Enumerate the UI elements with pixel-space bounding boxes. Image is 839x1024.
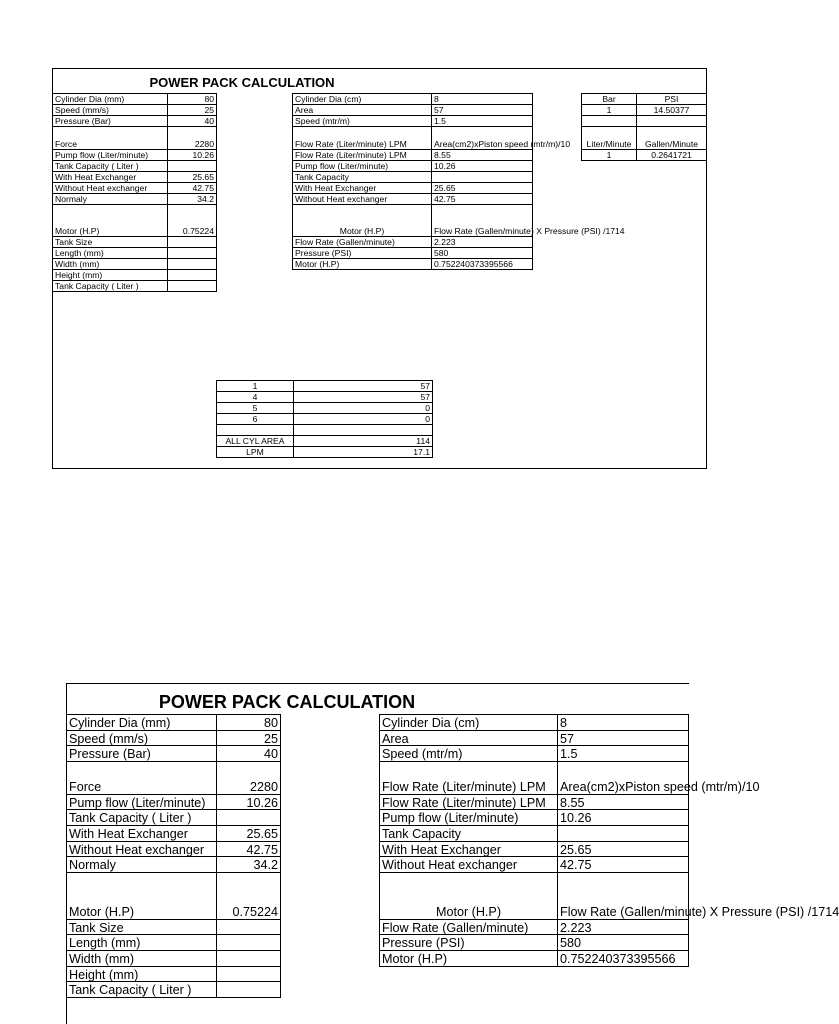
table-cell: 580: [558, 935, 689, 951]
table-cell: Motor (H.P): [293, 205, 432, 237]
table-cell: 0.75224: [217, 872, 281, 919]
table-row: [67, 841, 281, 857]
table-row: [293, 105, 533, 116]
table-cell: ALL CYL AREA: [217, 436, 294, 447]
table-row: [582, 116, 707, 127]
table-cell: 14.50377: [637, 105, 707, 116]
table-cell: 80: [217, 715, 281, 731]
table-cell: Tank Capacity ( Liter ): [53, 281, 168, 292]
table-row: [217, 447, 433, 458]
table-cell: Pump flow (Liter/minute): [380, 810, 558, 826]
table-cell: Cylinder Dia (mm): [53, 94, 168, 105]
table-cell: [217, 919, 281, 935]
table-cell: [582, 116, 637, 127]
table-cell: Area: [380, 730, 558, 746]
table-row: [380, 730, 689, 746]
table-cell: Motor (H.P): [67, 872, 217, 919]
table-row: [53, 127, 217, 150]
table-cell: Flow Rate (Liter/minute) LPM: [380, 761, 558, 794]
table-cell: Height (mm): [67, 966, 217, 982]
table-row: [67, 761, 281, 794]
table-row: [293, 194, 533, 205]
table-cell: 6: [217, 414, 294, 425]
table-cell: 25.65: [432, 183, 533, 194]
table-row: [293, 94, 533, 105]
table-cell: With Heat Exchanger: [380, 841, 558, 857]
table-cell: Speed (mm/s): [53, 105, 168, 116]
table-cell: Without Heat exchanger: [380, 857, 558, 873]
table-cell: Tank Capacity ( Liter ): [67, 982, 217, 998]
table-row: [67, 730, 281, 746]
table-cell: Motor (H.P): [380, 950, 558, 966]
table-cell: Area(cm2)xPiston speed (mtr/m)/10: [432, 127, 533, 150]
table-cell: Pressure (Bar): [67, 746, 217, 762]
table-cell: [168, 237, 217, 248]
table-cell: 25.65: [168, 172, 217, 183]
table-cell: Force: [53, 127, 168, 150]
table-cell: Without Heat exchanger: [53, 183, 168, 194]
table-cell: 0.2641721: [637, 150, 707, 161]
table-cell: 57: [558, 730, 689, 746]
table-cell: 25: [217, 730, 281, 746]
table-cell: Area: [293, 105, 432, 116]
table-cell: [168, 281, 217, 292]
table-cell: 80: [168, 94, 217, 105]
table-row: [293, 205, 533, 237]
table-cell: Without Heat exchanger: [293, 194, 432, 205]
table-cell: 8.55: [432, 150, 533, 161]
table-cell: 40: [168, 116, 217, 127]
table-cell: 25.65: [558, 841, 689, 857]
page-title-zoomed: POWER PACK CALCULATION: [158, 692, 416, 712]
table-row: [293, 183, 533, 194]
table-cell: Normaly: [67, 857, 217, 873]
table-cell: 1: [582, 105, 637, 116]
table-row: [53, 205, 217, 237]
table-row: [53, 161, 217, 172]
table-cell: Width (mm): [53, 259, 168, 270]
table-cell: 1: [217, 381, 294, 392]
table-cell: 1.5: [558, 746, 689, 762]
table-cell: 10.26: [432, 161, 533, 172]
table-row: [582, 150, 707, 161]
table-row: [67, 857, 281, 873]
table-cell: 5: [217, 403, 294, 414]
table-cell: Without Heat exchanger: [67, 841, 217, 857]
table-cell: 25: [168, 105, 217, 116]
table-row: [380, 841, 689, 857]
table-cell: 2.223: [432, 237, 533, 248]
table-row: [217, 381, 433, 392]
table-cell: 8: [558, 715, 689, 731]
table-row: [217, 403, 433, 414]
table-row: [217, 414, 433, 425]
table-row: [53, 237, 217, 248]
table-row: [53, 116, 217, 127]
table-cell: Tank Capacity ( Liter ): [53, 161, 168, 172]
table-row: [293, 116, 533, 127]
table-cell: Pump flow (Liter/minute): [53, 150, 168, 161]
table-cell: 42.75: [432, 194, 533, 205]
table-cell: [432, 172, 533, 183]
table-cell: 4: [217, 392, 294, 403]
table-row: [67, 810, 281, 826]
table-cell: With Heat Exchanger: [293, 183, 432, 194]
table-cell: 0: [294, 403, 433, 414]
table-row: [217, 425, 433, 436]
table-cell: 1.5: [432, 116, 533, 127]
table-cell: [168, 270, 217, 281]
table-cell: 1: [582, 150, 637, 161]
table-row: [380, 715, 689, 731]
table-cell: [217, 966, 281, 982]
table-cell: LPM: [217, 447, 294, 458]
table-cell: Speed (mtr/m): [380, 746, 558, 762]
sheet-frame-bottom-top-border: [66, 683, 689, 684]
table-row: [380, 935, 689, 951]
table-cell: 42.75: [558, 857, 689, 873]
table-row: [582, 94, 707, 105]
table-cell: [558, 825, 689, 841]
table-cell: [217, 425, 294, 436]
table-cell: 10.26: [168, 150, 217, 161]
table-cell: [217, 810, 281, 826]
table-row: [67, 794, 281, 810]
table-cell: 40: [217, 746, 281, 762]
table-row: [293, 237, 533, 248]
table-cell: 57: [432, 105, 533, 116]
table-row: [67, 746, 281, 762]
table-row: [380, 810, 689, 826]
table-cell: Tank Size: [53, 237, 168, 248]
table-cell: Cylinder Dia (cm): [380, 715, 558, 731]
table-cell: 34.2: [168, 194, 217, 205]
table-row: [67, 966, 281, 982]
table-row: [217, 436, 433, 447]
table-cell: Flow Rate (Gallen/minute) X Pressure (PSI) /1714: [432, 205, 533, 237]
left-table: [52, 93, 217, 292]
table-cell: 114: [294, 436, 433, 447]
table-row: [380, 746, 689, 762]
table-cell: Motor (H.P): [293, 259, 432, 270]
table-cell: Flow Rate (Gallen/minute): [293, 237, 432, 248]
table-row: [380, 950, 689, 966]
table-cell: With Heat Exchanger: [53, 172, 168, 183]
table-row: [380, 794, 689, 810]
table-row: [293, 259, 533, 270]
table-cell: 8: [432, 94, 533, 105]
table-cell: Length (mm): [53, 248, 168, 259]
table-row: [67, 825, 281, 841]
table-row: [67, 982, 281, 998]
table-cell: Flow Rate (Liter/minute) LPM: [380, 794, 558, 810]
table-cell: Pressure (PSI): [293, 248, 432, 259]
table-cell: 57: [294, 381, 433, 392]
table-cell: 8.55: [558, 794, 689, 810]
table-cell: Speed (mm/s): [67, 730, 217, 746]
table-row: [67, 919, 281, 935]
table-cell: 10.26: [217, 794, 281, 810]
table-cell: Flow Rate (Gallen/minute): [380, 919, 558, 935]
table-row: [53, 105, 217, 116]
conversion-table: [581, 93, 707, 161]
table-cell: Normaly: [53, 194, 168, 205]
table-row: [67, 950, 281, 966]
table-cell: Tank Size: [67, 919, 217, 935]
table-row: [582, 127, 707, 150]
table-row: [380, 825, 689, 841]
table-cell: Tank Capacity ( Liter ): [67, 810, 217, 826]
middle-table-zoomed: [379, 714, 839, 967]
table-cell: [637, 116, 707, 127]
table-cell: [294, 425, 433, 436]
table-cell: 2.223: [558, 919, 689, 935]
table-cell: Gallen/Minute: [637, 127, 707, 150]
table-cell: Motor (H.P): [380, 872, 558, 919]
table-cell: 57: [294, 392, 433, 403]
table-cell: Flow Rate (Gallen/minute) X Pressure (PSI) /1714: [558, 872, 689, 919]
table-cell: Liter/Minute: [582, 127, 637, 150]
table-cell: [168, 248, 217, 259]
table-cell: 0.752240373395566: [558, 950, 689, 966]
table-cell: Height (mm): [53, 270, 168, 281]
table-row: [53, 183, 217, 194]
table-row: [293, 172, 533, 183]
table-cell: 0.752240373395566: [432, 259, 533, 270]
table-cell: [217, 950, 281, 966]
table-row: [67, 872, 281, 919]
table-row: [380, 857, 689, 873]
table-cell: 42.75: [217, 841, 281, 857]
table-cell: [168, 259, 217, 270]
table-cell: Length (mm): [67, 935, 217, 951]
table-cell: 25.65: [217, 825, 281, 841]
table-cell: 42.75: [168, 183, 217, 194]
table-cell: Motor (H.P): [53, 205, 168, 237]
table-row: [53, 248, 217, 259]
table-row: [53, 172, 217, 183]
table-cell: With Heat Exchanger: [67, 825, 217, 841]
table-cell: Bar: [582, 94, 637, 105]
table-row: [380, 919, 689, 935]
table-cell: 2280: [217, 761, 281, 794]
table-cell: 0: [294, 414, 433, 425]
table-row: [53, 94, 217, 105]
table-cell: Flow Rate (Liter/minute) LPM: [293, 150, 432, 161]
table-row: [53, 259, 217, 270]
table-cell: 17.1: [294, 447, 433, 458]
table-cell: Force: [67, 761, 217, 794]
table-cell: Pressure (PSI): [380, 935, 558, 951]
table-cell: Flow Rate (Liter/minute) LPM: [293, 127, 432, 150]
table-row: [67, 935, 281, 951]
table-row: [53, 150, 217, 161]
table-row: [53, 270, 217, 281]
table-cell: 34.2: [217, 857, 281, 873]
table-row: [293, 150, 533, 161]
table-cell: Tank Capacity: [380, 825, 558, 841]
table-row: [217, 392, 433, 403]
table-row: [380, 872, 689, 919]
table-cell: 0.75224: [168, 205, 217, 237]
table-cell: [168, 161, 217, 172]
table-cell: PSI: [637, 94, 707, 105]
table-row: [53, 194, 217, 205]
table-cell: Cylinder Dia (mm): [67, 715, 217, 731]
table-cell: [217, 982, 281, 998]
table-cell: Area(cm2)xPiston speed (mtr/m)/10: [558, 761, 689, 794]
table-cell: 10.26: [558, 810, 689, 826]
left-table-zoomed: [66, 714, 281, 998]
table-row: [380, 761, 689, 794]
table-cell: Tank Capacity: [293, 172, 432, 183]
table-cell: Pump flow (Liter/minute): [293, 161, 432, 172]
table-cell: Speed (mtr/m): [293, 116, 432, 127]
table-row: [293, 248, 533, 259]
table-row: [582, 105, 707, 116]
table-cell: Width (mm): [67, 950, 217, 966]
table-cell: 580: [432, 248, 533, 259]
table-cell: Pump flow (Liter/minute): [67, 794, 217, 810]
table-cell: Pressure (Bar): [53, 116, 168, 127]
table-cell: Cylinder Dia (cm): [293, 94, 432, 105]
table-row: [293, 127, 533, 150]
table-row: [67, 715, 281, 731]
table-cell: [217, 935, 281, 951]
table-cell: 2280: [168, 127, 217, 150]
table-row: [293, 161, 533, 172]
table-row: [53, 281, 217, 292]
page-title: POWER PACK CALCULATION: [149, 75, 335, 90]
cylinder-area-table: [216, 380, 433, 458]
